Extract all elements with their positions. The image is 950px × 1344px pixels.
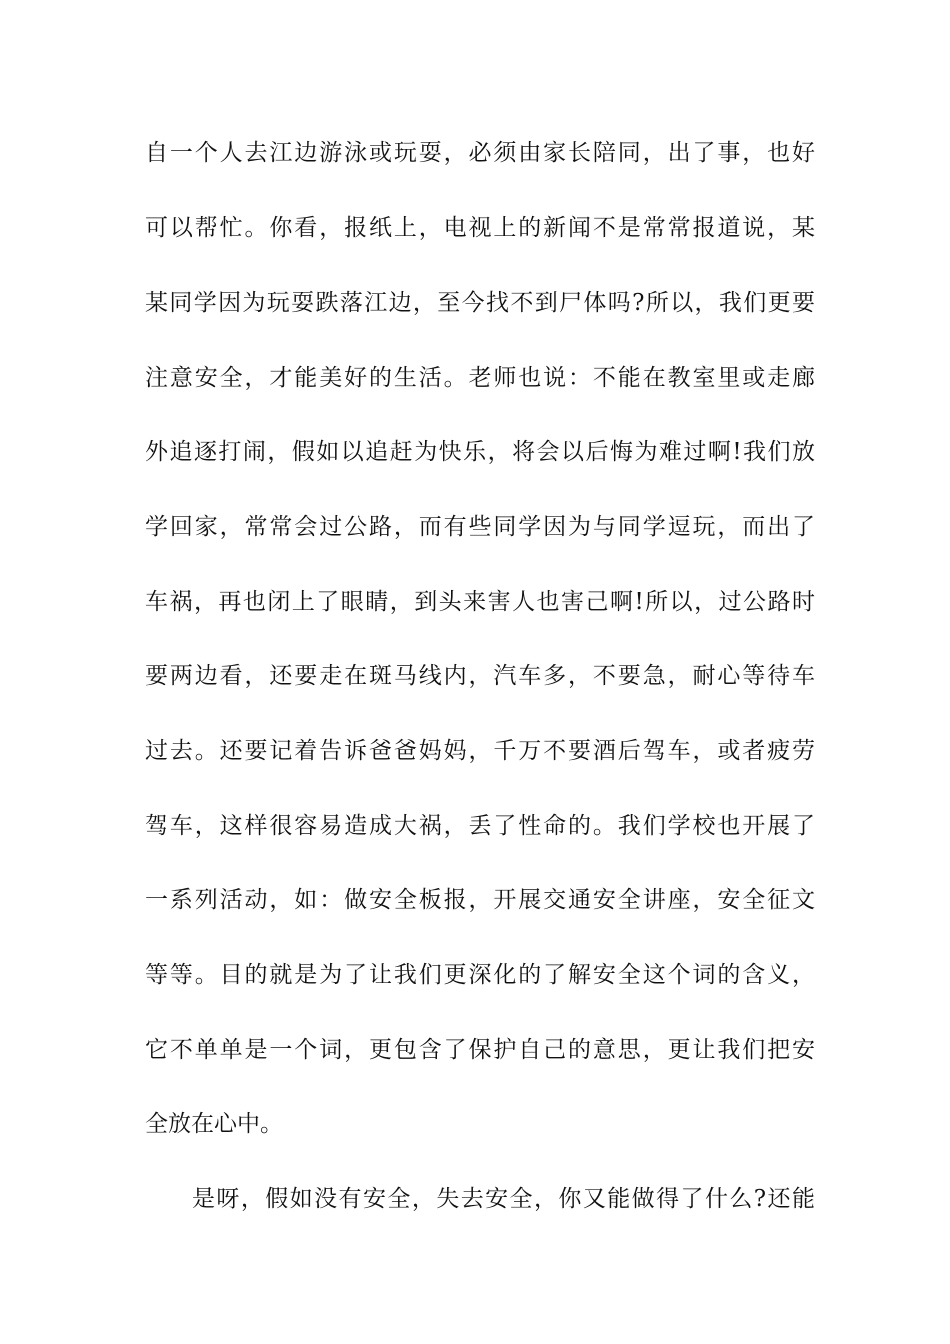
text-line: 全放在心中。: [145, 1111, 283, 1137]
text-line: 驾车，这样很容易造成大祸，丢了性命的。我们学校也开展了: [145, 813, 815, 839]
text-line: 自一个人去江边游泳或玩耍，必须由家长陪同，出了事，也好: [145, 140, 815, 166]
text-line: 它不单单是一个词，更包含了保护自己的意思，更让我们把安: [145, 1037, 815, 1063]
text-line: 注意安全，才能美好的生活。老师也说：不能在教室里或走廊: [145, 365, 815, 391]
text-line: 等等。目的就是为了让我们更深化的了解安全这个词的含义，: [145, 962, 815, 988]
text-line: 外追逐打闹，假如以追赶为快乐，将会以后悔为难过啊!我们放: [145, 439, 815, 465]
text-line: 要两边看，还要走在斑马线内，汽车多，不要急，耐心等待车: [145, 663, 815, 689]
text-line: 可以帮忙。你看，报纸上，电视上的新闻不是常常报道说，某: [145, 215, 815, 241]
text-line: 学回家，常常会过公路，而有些同学因为与同学逗玩，而出了: [145, 514, 815, 540]
text-line: 某同学因为玩耍跌落江边，至今找不到尸体吗?所以，我们更要: [145, 290, 815, 316]
text-line: 一系列活动，如：做安全板报，开展交通安全讲座，安全征文: [145, 887, 815, 913]
text-line: 车祸，再也闭上了眼睛，到头来害人也害己啊!所以，过公路时: [145, 589, 815, 615]
text-line: 过去。还要记着告诉爸爸妈妈，千万不要酒后驾车，或者疲劳: [145, 738, 815, 764]
text-line-indented: 是呀，假如没有安全，失去安全，你又能做得了什么?还能: [192, 1186, 815, 1212]
